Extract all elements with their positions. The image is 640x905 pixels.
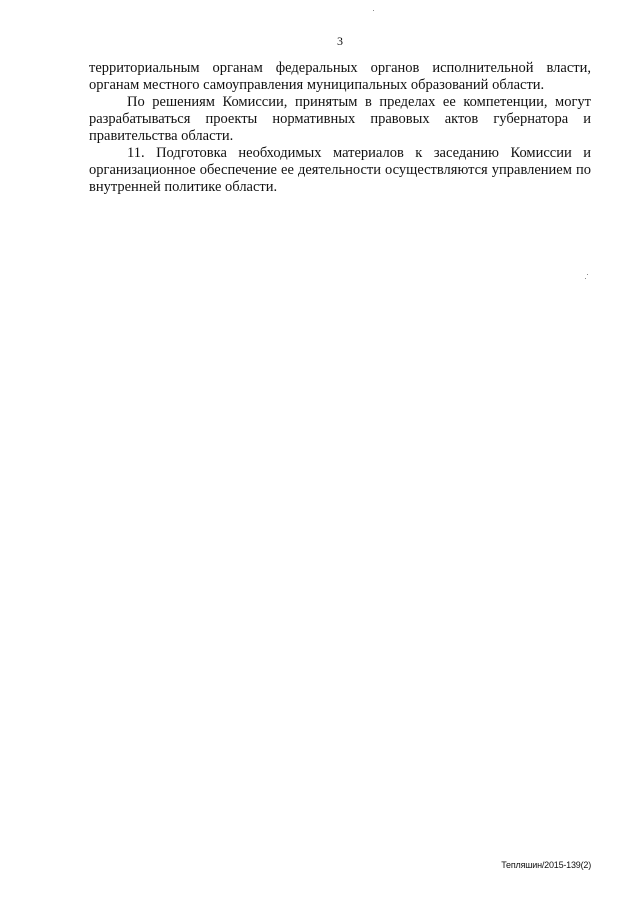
document-body	[89, 60, 591, 196]
paragraph-commission-decisions: По решениям Комиссии, принятым в пределах ее компетенции, могут разрабатываться проекты нормативных правовых актов губернатора и правительства области.	[89, 94, 591, 144]
scan-speck	[587, 274, 588, 275]
page-number: 3	[337, 34, 343, 48]
paragraph-item-11: 11. Подготовка необходимых материалов к заседанию Комиссии и организационное обеспечение ее деятельности осуществляются управлением по внутренней политике области.	[89, 145, 591, 195]
paragraph-continuation: территориальным органам федеральных органов исполнительной власти, органам местного самоуправления муниципальных образований области.	[89, 60, 591, 93]
scan-speck	[373, 10, 374, 11]
document-reference-code: Тепляшин/2015-139(2)	[501, 860, 591, 870]
scan-speck	[585, 278, 586, 279]
